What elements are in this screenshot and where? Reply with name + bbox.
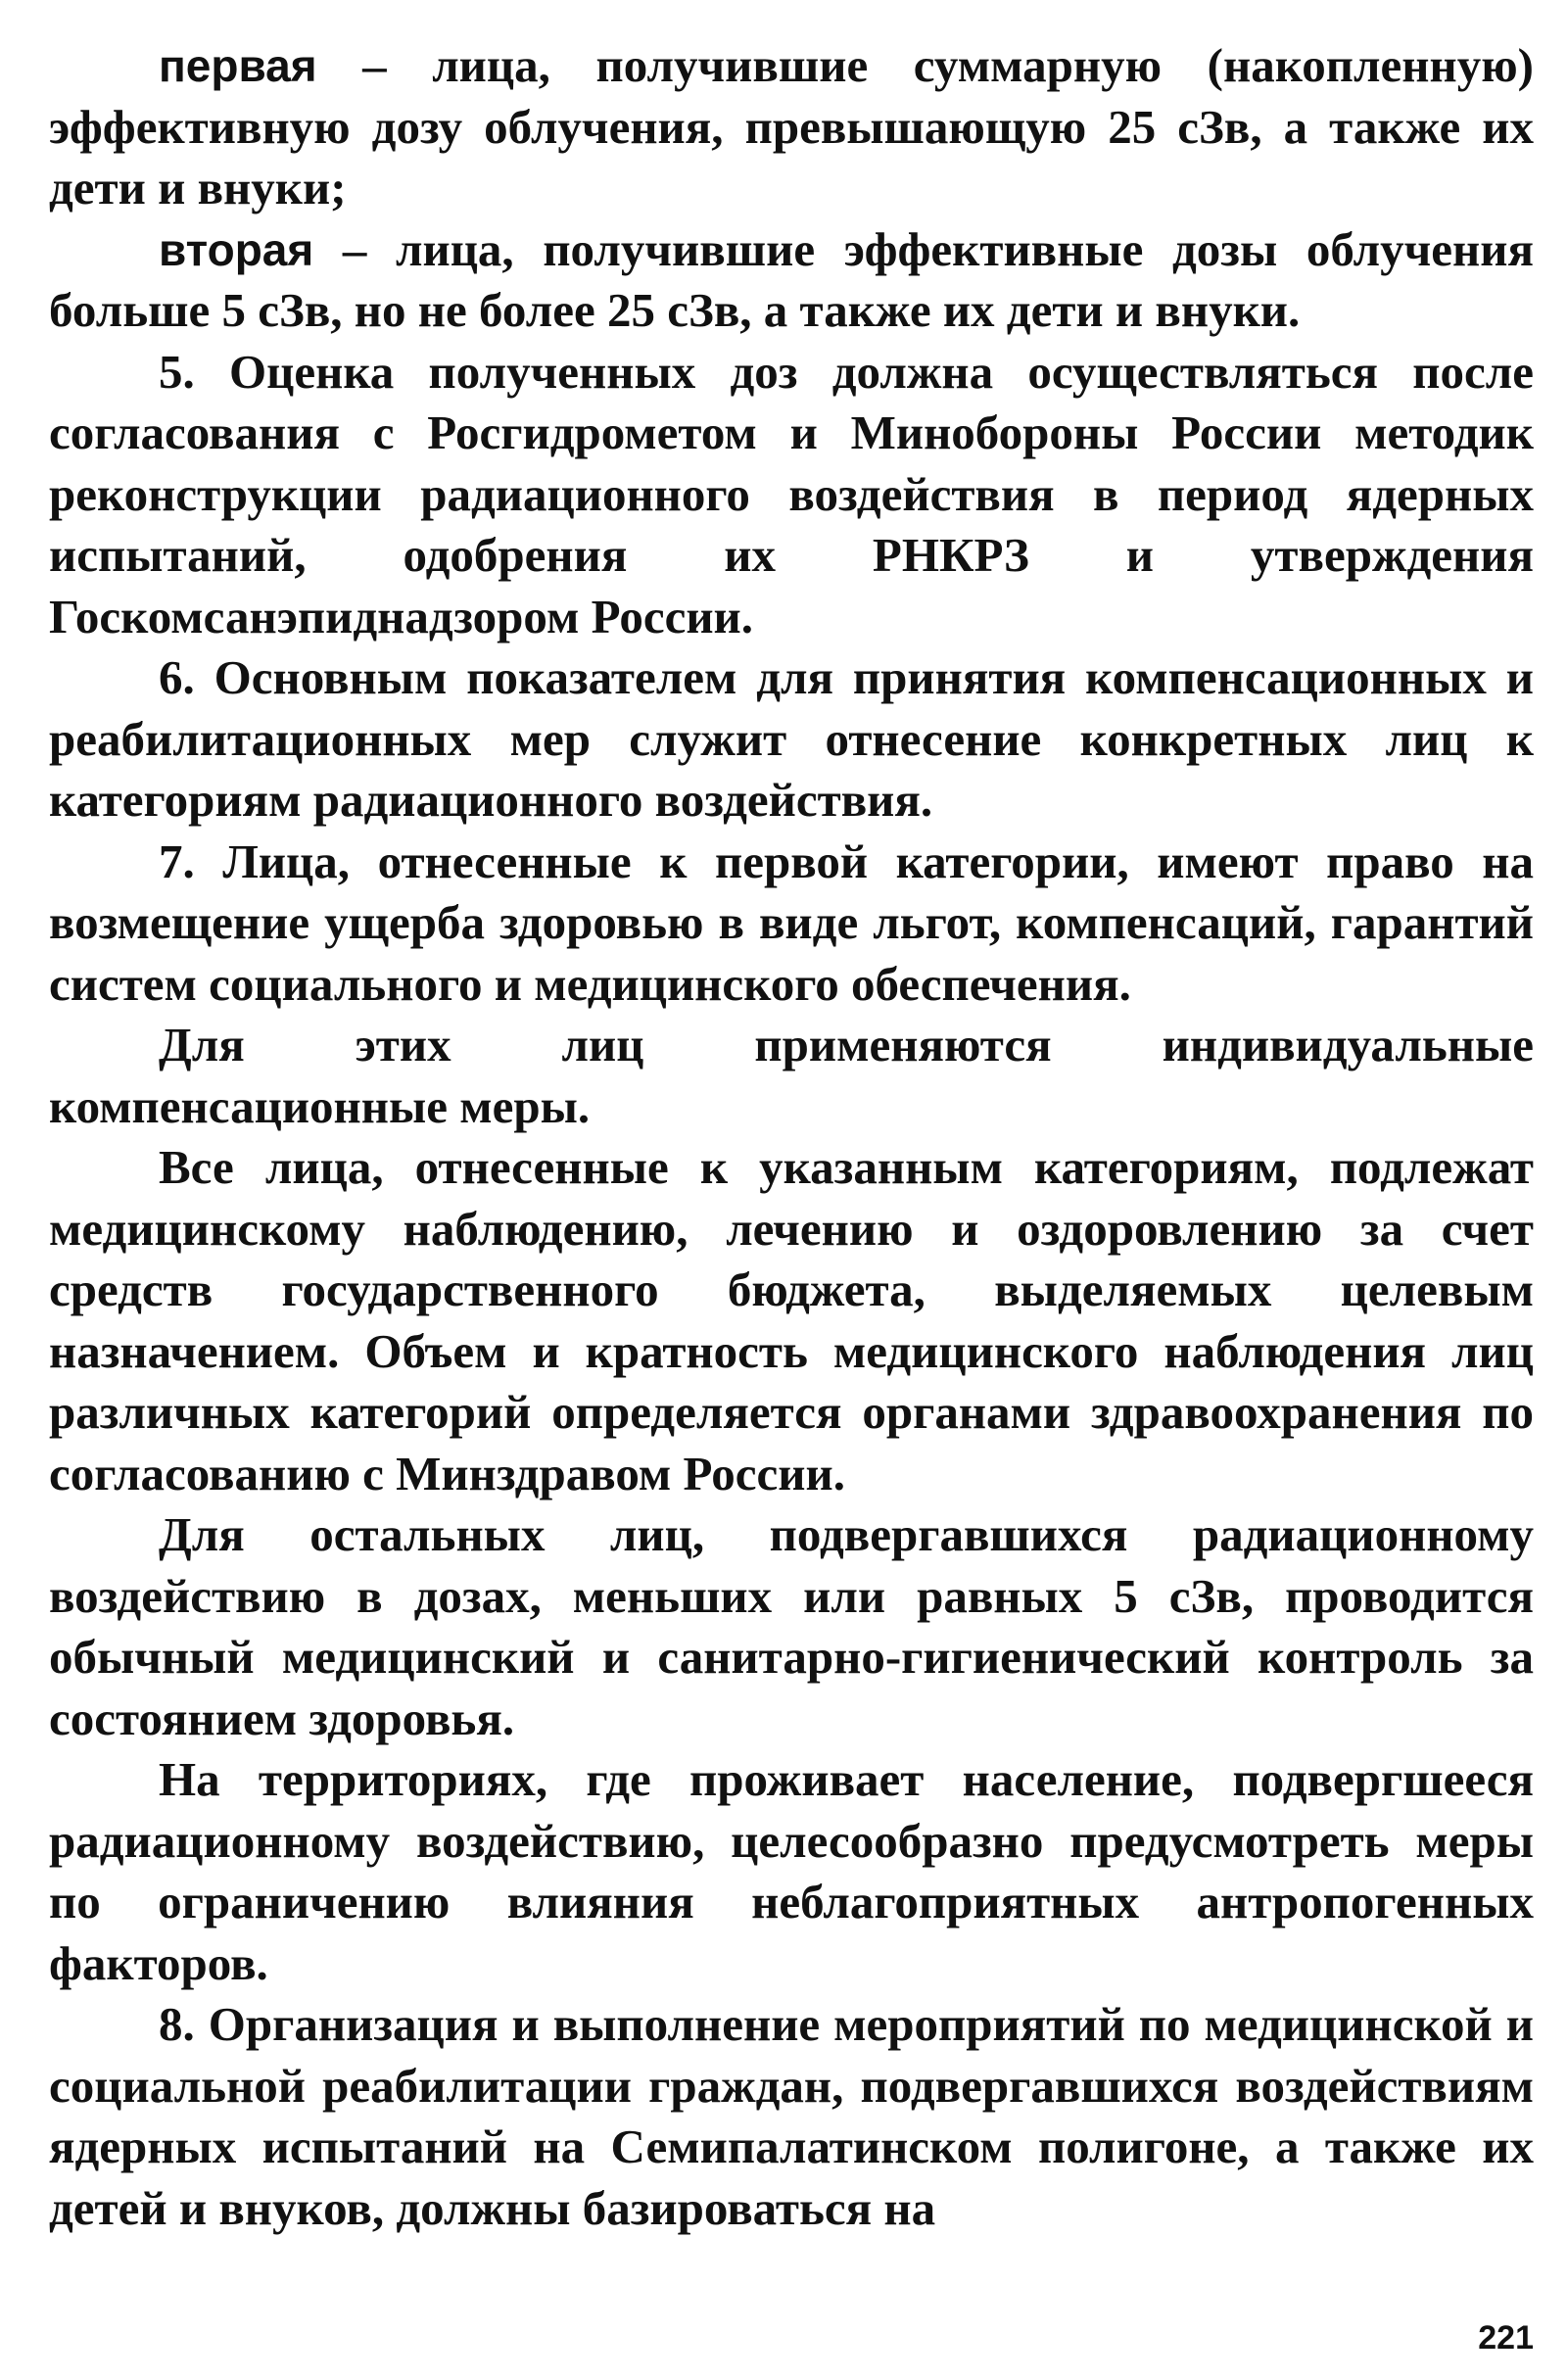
category-second-term: вторая — [159, 223, 314, 275]
category-second-text: – лица, получившие эффективные дозы облучения больше 5 сЗв, но не более 25 сЗв, а также их дети и внуки. — [49, 221, 1534, 337]
paragraph-item-7: 7. Лица, отнесенные к первой категории, имеют право на возмещение ущерба здоровью в виде льгот, компенсаций, гарантий систем социального и медицинского обеспечения. — [49, 833, 1534, 1011]
paragraph-item-8: 8. Организация и выполнение мероприятий по медицинской и социальной реабилитации граждан, подвергавшихся воздействиям ядерных испытаний на Семипалатинском полигоне, а также их детей и внуков, должны базироваться на — [49, 1997, 1534, 2235]
category-first-text: – лица, получившие суммарную (накопленную) эффективную дозу облучения, превышающую 25 сЗв, а также их дети и внуки; — [49, 38, 1534, 214]
paragraph-other-persons: Для остальных лиц, подвергавшихся радиационному воздействию в дозах, меньших или равных 5 сЗв, проводится обычный медицинский и санитарно-гигиенический контроль за состоянием здоровья. — [49, 1507, 1534, 1745]
page-body — [49, 35, 1534, 2239]
paragraph-item-6: 6. Основным показателем для принятия компенсационных и реабилитационных мер служит отнесение конкретных лиц к категориям радиационного воздействия. — [49, 650, 1534, 827]
page-number: 221 — [1478, 2319, 1534, 2356]
category-first-term: первая — [159, 40, 317, 91]
category-second-paragraph — [49, 219, 1534, 342]
paragraph-individual-measures: Для этих лиц применяются индивидуальные компенсационные меры. — [49, 1018, 1534, 1133]
paragraph-medical-observation: Все лица, отнесенные к указанным категориям, подлежат медицинскому наблюдению, лечению и оздоровлению за счет средств государственного бюджета, выделяемых целевым назначением. Объем и кратность медицинского наблюдения лиц различных категорий определяется органами здравоохранения по согласованию с Минздравом России. — [49, 1140, 1534, 1500]
paragraph-item-5: 5. Оценка полученных доз должна осуществляться после согласования с Росгидрометом и Минобороны России методик реконструкции радиационного воздействия в период ядерных испытаний, одобрения их РНКРЗ и утверждения Госкомсанэпиднадзором России. — [49, 344, 1534, 643]
paragraph-territories: На территориях, где проживает население, подвергшееся радиационному воздействию, целесообразно предусмотреть меры по ограничению влияния неблагоприятных антропогенных факторов. — [49, 1752, 1534, 1990]
category-first-paragraph — [49, 35, 1534, 219]
